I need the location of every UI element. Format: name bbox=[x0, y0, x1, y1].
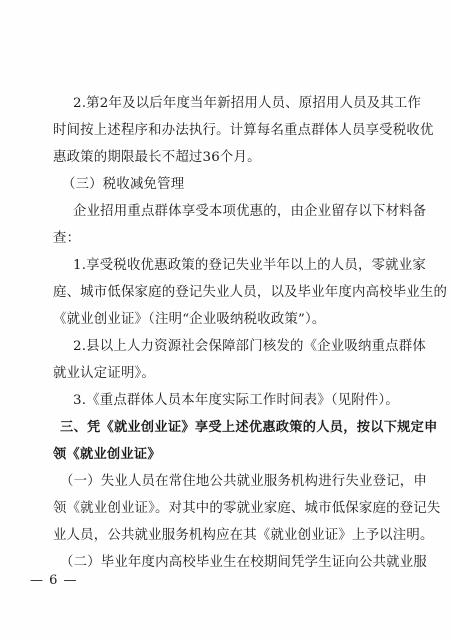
paragraph-line: 2.第2年及以后年度当年新招用人员、原招用人员及其工作 bbox=[73, 96, 422, 111]
paragraph-line: 《就业创业证》（注明“企业吸纳税收政策”）。 bbox=[53, 312, 326, 327]
paragraph-line: 时间按上述程序和办法执行。计算每名重点群体人员享受税收优 bbox=[53, 123, 434, 138]
paragraph-line: 庭、城市低保家庭的登记失业人员，以及毕业年度内高校毕业生的 bbox=[53, 285, 448, 300]
paragraph-line: 企业招用重点群体享受本项优惠的，由企业留存以下材料备 bbox=[73, 204, 427, 219]
paragraph-line: （一）失业人员在常住地公共就业服务机构进行失业登记，申 bbox=[60, 474, 427, 489]
paragraph-line: 领《就业创业证》。对其中的零就业家庭、城市低保家庭的登记失 bbox=[53, 501, 441, 516]
paragraph-line: 1.享受税收优惠政策的登记失业半年以上的人员，零就业家 bbox=[73, 258, 426, 273]
paragraph-line: （二）毕业年度内高校毕业生在校期间凭学生证向公共就业服 bbox=[60, 555, 427, 570]
paragraph-line: 2.县以上人力资源社会保障部门核发的《企业吸纳重点群体 bbox=[73, 339, 426, 354]
paragraph-line: 惠政策的期限最长不超过36个月。 bbox=[53, 150, 261, 165]
section-heading: （三）税收减免管理 bbox=[62, 177, 185, 192]
section-heading-bold: 领《就业创业证》 bbox=[53, 447, 161, 462]
page-number: — 6 — bbox=[30, 573, 78, 588]
paragraph-line: 就业认定证明》。 bbox=[53, 366, 156, 381]
paragraph-line: 查： bbox=[53, 231, 81, 246]
paragraph-line: 业人员，公共就业服务机构应在其《就业创业证》上予以注明。 bbox=[53, 528, 434, 543]
section-heading-bold: 三、凭《就业创业证》享受上述优惠政策的人员，按以下规定申 bbox=[60, 420, 438, 435]
paragraph-line: 3.《重点群体人员本年度实际工作时间表》（见附件）。 bbox=[73, 393, 399, 408]
